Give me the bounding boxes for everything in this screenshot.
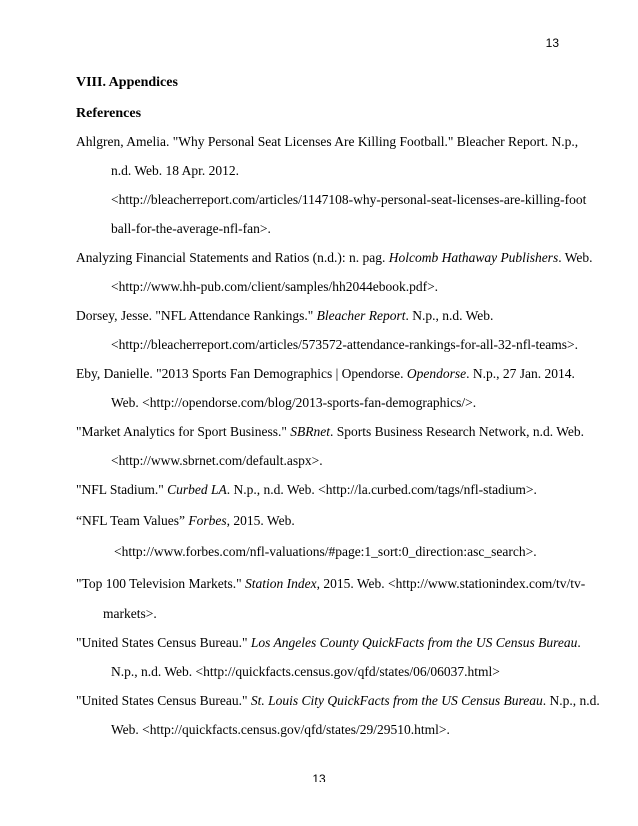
reference-text: , 2015. Web. (226, 513, 295, 528)
reference-url[interactable]: <http://bleacherreport.com/articles/1147108-why-personal-seat-licenses-are-killing-foot (111, 192, 587, 207)
reference-text: "Top 100 Television Markets." (76, 576, 245, 591)
reference-text: Eby, Danielle. "2013 Sports Fan Demographics | Opendorse. (76, 366, 407, 381)
reference-line: Ahlgren, Amelia. "Why Personal Seat Licenses Are Killing Football." Bleacher Report. N.p., (76, 134, 579, 149)
reference-text: "United States Census Bureau." (76, 693, 251, 708)
reference-text: . Sports Business Research Network, n.d. Web. (330, 424, 585, 439)
reference-source-title: St. Louis City QuickFacts from the US Census Bureau (250, 693, 543, 708)
reference-url[interactable]: Web. <http://quickfacts.census.gov/qfd/states/29/29510.html>. (111, 722, 450, 737)
page-number-bottom: 13 (312, 772, 326, 782)
reference-text: . N.p., n.d. Web. <http://la.curbed.com/tags/nfl-stadium>. (226, 482, 537, 497)
reference-text: . N.p., 27 Jan. 2014. (466, 366, 575, 381)
reference-text: Dorsey, Jesse. "NFL Attendance Rankings." (76, 308, 317, 323)
reference-text: . N.p., n.d. (542, 693, 600, 708)
reference-line: n.d. Web. 18 Apr. 2012. (111, 163, 240, 178)
reference-line (76, 635, 581, 651)
reference-url[interactable]: Web. <http://opendorse.com/blog/2013-sports-fan-demographics/>. (111, 395, 477, 410)
reference-line (76, 482, 537, 498)
reference-text: . N.p., n.d. Web. (405, 308, 494, 323)
reference-text: "United States Census Bureau." (76, 635, 251, 650)
reference-url[interactable]: ball-for-the-average-nfl-fan>. (111, 221, 271, 236)
reference-text: , 2015. Web. <http://www.stationindex.com/tv/tv- (316, 576, 586, 591)
reference-url[interactable]: <http://www.sbrnet.com/default.aspx>. (111, 453, 323, 468)
reference-text: “NFL Team Values” (76, 513, 189, 528)
reference-source-title: Station Index (245, 576, 317, 591)
reference-source-title: Holcomb Hathaway Publishers (388, 250, 559, 265)
reference-line (76, 366, 575, 382)
reference-line (76, 424, 584, 440)
reference-source-title: Los Angeles County QuickFacts from the US Census Bureau (250, 635, 578, 650)
reference-source-title: Opendorse (406, 366, 467, 381)
reference-line (76, 308, 493, 324)
reference-source-title: Curbed LA (167, 482, 227, 497)
references-heading: References (76, 106, 142, 121)
reference-text: . (577, 635, 581, 650)
reference-text: . Web. (558, 250, 593, 265)
reference-source-title: Forbes (188, 513, 227, 528)
reference-line (76, 250, 593, 266)
reference-line (76, 513, 295, 529)
reference-line (76, 693, 600, 709)
section-heading: VIII. Appendices (76, 75, 178, 90)
reference-url[interactable]: <http://www.forbes.com/nfl-valuations/#page:1_sort:0_direction:asc_search>. (114, 544, 537, 559)
reference-source-title: SBRnet (290, 424, 331, 439)
reference-url[interactable]: <http://www.hh-pub.com/client/samples/hh2044ebook.pdf>. (111, 279, 439, 294)
reference-text: "NFL Stadium." (76, 482, 168, 497)
reference-text: Analyzing Financial Statements and Ratios (n.d.): n. pag. (76, 250, 389, 265)
page-number-top: 13 (545, 36, 559, 50)
reference-url[interactable]: markets>. (103, 606, 157, 621)
reference-url[interactable]: <http://bleacherreport.com/articles/573572-attendance-rankings-for-all-32-nfl-teams>. (111, 337, 579, 352)
reference-line (76, 576, 585, 592)
reference-url[interactable]: N.p., n.d. Web. <http://quickfacts.census.gov/qfd/states/06/06037.html> (111, 664, 500, 679)
reference-source-title: Bleacher Report (316, 308, 406, 323)
reference-text: "Market Analytics for Sport Business." (76, 424, 291, 439)
